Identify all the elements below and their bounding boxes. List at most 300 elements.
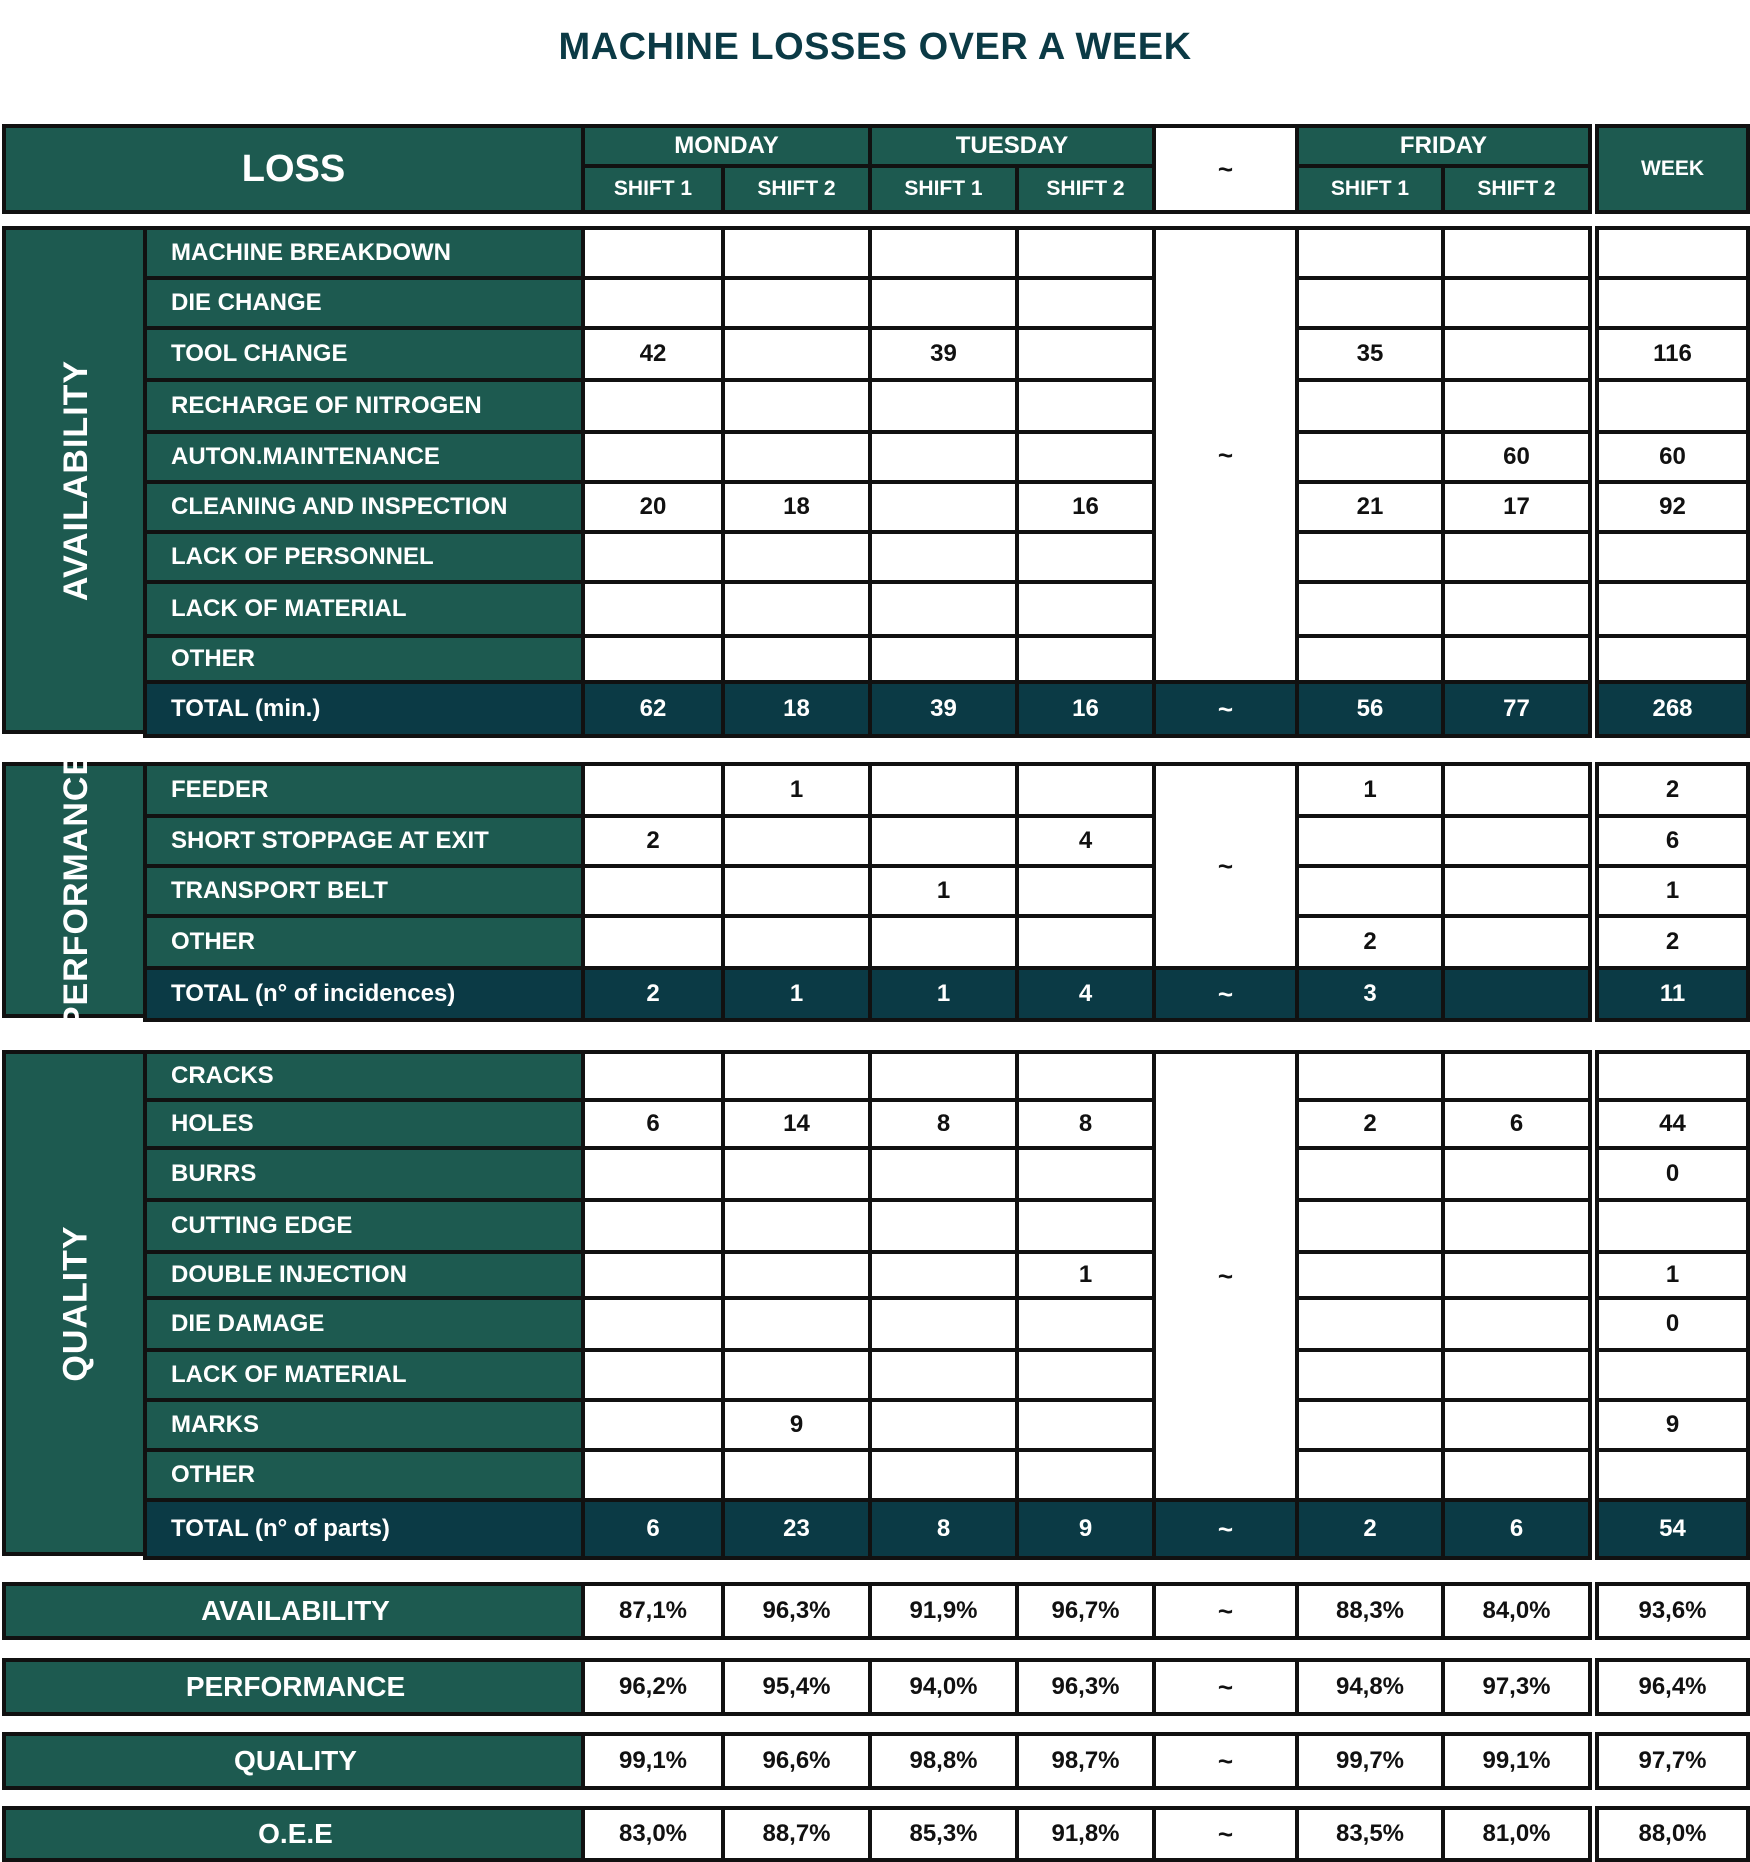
- value-cell: [581, 276, 725, 330]
- week-cell: [1595, 914, 1750, 970]
- value-cell-text: 6: [646, 1110, 660, 1137]
- summary-value-text: 98,8%: [909, 1747, 978, 1774]
- value-cell: [581, 1050, 725, 1102]
- value-cell: [721, 430, 872, 484]
- summary-value: [868, 1732, 1019, 1790]
- value-cell-text: 8: [936, 1110, 951, 1137]
- summary-value-text: 96,7%: [1051, 1597, 1120, 1624]
- loss-row-label-text: OTHER: [171, 1461, 255, 1488]
- summary-value-text: 83,5%: [1335, 1820, 1405, 1847]
- section-label-performance: [2, 751, 151, 1029]
- total-cell: [581, 1498, 725, 1560]
- loss-row-label: [143, 226, 589, 280]
- summary-value-text: 99,7%: [1335, 1747, 1405, 1774]
- section-availability-title: AVAILABILITY: [57, 359, 96, 601]
- value-cell-text: 2: [1363, 1110, 1377, 1137]
- value-cell-text: 14: [783, 1110, 810, 1137]
- summary-label-performance-text: PERFORMANCE: [185, 1671, 406, 1702]
- total-label-text: TOTAL (n° of parts): [171, 1515, 390, 1542]
- value-cell: [721, 814, 872, 868]
- value-cell: [1015, 530, 1156, 584]
- value-cell: [721, 1050, 872, 1102]
- day-header-friday-text: FRIDAY: [1399, 132, 1488, 159]
- summary-week-value: [1595, 1732, 1750, 1790]
- loss-row-label-text: BURRS: [171, 1160, 257, 1187]
- total-cell-text: 1: [789, 980, 804, 1007]
- total-label-text: TOTAL (min.): [171, 695, 321, 722]
- value-cell: [721, 1198, 872, 1254]
- week-cell-text: 2: [1665, 928, 1680, 955]
- value-cell: [581, 1448, 725, 1502]
- value-cell: [1295, 1348, 1445, 1402]
- value-cell: [1441, 1398, 1592, 1452]
- value-cell-text: 20: [639, 493, 667, 520]
- value-cell: [868, 580, 1019, 638]
- day-header-tuesday-text: TUESDAY: [955, 132, 1069, 159]
- value-cell: [1015, 634, 1156, 684]
- section-performance-title: PERFORMANCE: [57, 751, 95, 1029]
- loss-row-label-text: OTHER: [171, 928, 255, 955]
- page-title: MACHINE LOSSES OVER A WEEK: [558, 26, 1192, 68]
- week-cell: [1595, 1250, 1750, 1300]
- summary-value: [721, 1658, 872, 1716]
- total-cell-text: 3: [1363, 980, 1377, 1007]
- value-cell: [868, 1398, 1019, 1452]
- value-cell: [1015, 1348, 1156, 1402]
- summary-value: [581, 1658, 725, 1716]
- shift-header: [1295, 164, 1445, 214]
- shift-header-text: SHIFT 2: [757, 177, 836, 200]
- total-cell-text: 8: [936, 1515, 951, 1542]
- value-cell: [868, 430, 1019, 484]
- summary-label-availability: [2, 1582, 589, 1640]
- week-cell: [1595, 1348, 1750, 1402]
- value-cell: [1015, 1296, 1156, 1352]
- value-cell: [1295, 326, 1445, 382]
- value-cell: [721, 1398, 872, 1452]
- summary-value: [581, 1806, 725, 1862]
- value-cell: [868, 814, 1019, 868]
- summary-value-text: 99,1%: [1482, 1747, 1551, 1774]
- week-cell-text: 1: [1665, 877, 1680, 904]
- summary-label-availability-text: AVAILABILITY: [201, 1595, 390, 1626]
- value-cell: [1295, 1098, 1445, 1150]
- loss-row-label-text: CRACKS: [171, 1062, 274, 1089]
- summary-value: [1295, 1732, 1445, 1790]
- loss-row-label: [143, 634, 589, 684]
- summary-value: [1295, 1658, 1445, 1716]
- value-cell: [721, 1250, 872, 1300]
- value-cell-text: 6: [1509, 1110, 1524, 1137]
- week-total-cell: [1595, 966, 1750, 1022]
- day-header-monday-text: MONDAY: [674, 132, 779, 159]
- value-cell: [1441, 276, 1592, 330]
- value-cell: [868, 226, 1019, 280]
- value-cell: [581, 864, 725, 918]
- value-cell-text: 35: [1356, 340, 1384, 367]
- week-cell-text: 9: [1665, 1411, 1680, 1438]
- gap-cell-text: ~: [1217, 978, 1234, 1009]
- summary-value: [1015, 1806, 1156, 1862]
- week-cell: [1595, 226, 1750, 280]
- value-cell: [1015, 480, 1156, 534]
- week-cell-text: 0: [1665, 1160, 1680, 1187]
- total-cell-text: 39: [930, 695, 957, 722]
- loss-row-label-text: TRANSPORT BELT: [171, 877, 388, 904]
- shift-header-text: SHIFT 1: [904, 177, 983, 200]
- total-cell: [721, 1498, 872, 1560]
- week-cell: [1595, 1448, 1750, 1502]
- week-cell: [1595, 864, 1750, 918]
- value-cell-text: 1: [936, 877, 951, 904]
- value-cell: [1441, 914, 1592, 970]
- value-cell: [1015, 1398, 1156, 1452]
- week-cell: [1595, 1146, 1750, 1202]
- shift-header-text: SHIFT 1: [1330, 177, 1410, 200]
- loss-row-label-text: HOLES: [171, 1110, 254, 1137]
- total-label: [143, 1498, 589, 1560]
- week-cell: [1595, 762, 1750, 818]
- loss-header-text: LOSS: [241, 147, 346, 190]
- value-cell: [581, 1146, 725, 1202]
- week-cell: [1595, 1296, 1750, 1352]
- value-cell: [1441, 1348, 1592, 1402]
- value-cell: [1295, 1050, 1445, 1102]
- value-cell: [721, 378, 872, 434]
- summary-value-text: 81,0%: [1482, 1820, 1551, 1847]
- summary-value-text: 88,7%: [762, 1820, 831, 1847]
- value-cell: [1441, 580, 1592, 638]
- value-cell: [721, 1146, 872, 1202]
- value-cell: [581, 378, 725, 434]
- summary-value-text: 91,9%: [909, 1597, 978, 1624]
- section-label-availability: [2, 226, 151, 734]
- section-quality-title: QUALITY: [57, 1224, 95, 1382]
- week-cell: [1595, 276, 1750, 330]
- value-cell: [1015, 430, 1156, 484]
- value-cell: [1295, 1198, 1445, 1254]
- week-cell-text: 44: [1659, 1110, 1686, 1137]
- value-cell: [721, 914, 872, 970]
- total-cell: [868, 680, 1019, 738]
- week-cell-text: 60: [1659, 443, 1686, 470]
- total-cell: [1015, 1498, 1156, 1560]
- week-header-text: WEEK: [1641, 157, 1704, 180]
- value-cell: [581, 1348, 725, 1402]
- week-total-cell-text: 54: [1659, 1515, 1686, 1542]
- total-cell: [1441, 966, 1592, 1022]
- loss-row-label: [143, 1398, 589, 1452]
- value-cell: [581, 1198, 725, 1254]
- value-cell: [1295, 430, 1445, 484]
- loss-row-label-text: DIE CHANGE: [171, 289, 322, 316]
- summary-label-oee: [2, 1806, 589, 1862]
- summary-value-text: 97,3%: [1482, 1673, 1551, 1700]
- week-cell-text: 1: [1665, 1261, 1680, 1288]
- value-cell: [581, 814, 725, 868]
- gap-cell-text: ~: [1217, 1745, 1234, 1776]
- summary-week-value: [1595, 1658, 1750, 1716]
- summary-value: [721, 1732, 872, 1790]
- value-cell: [868, 1098, 1019, 1150]
- total-cell: [1015, 680, 1156, 738]
- shift-header-text: SHIFT 2: [1046, 177, 1125, 200]
- loss-row-label: [143, 914, 589, 970]
- gap-cell: [1152, 1732, 1299, 1790]
- value-cell: [581, 634, 725, 684]
- value-cell-text: 9: [789, 1411, 804, 1438]
- day-header-friday: [1295, 124, 1592, 168]
- value-cell-text: 16: [1072, 493, 1099, 520]
- loss-row-label-text: OTHER: [171, 645, 255, 672]
- loss-row-label: [143, 326, 589, 382]
- loss-row-label: [143, 1098, 589, 1150]
- loss-row-label: [143, 480, 589, 534]
- value-cell: [1015, 580, 1156, 638]
- total-cell: [868, 966, 1019, 1022]
- week-cell: [1595, 430, 1750, 484]
- gap-cell: [1152, 966, 1299, 1022]
- summary-week-value: [1595, 1582, 1750, 1640]
- loss-row-label-text: FEEDER: [171, 776, 269, 803]
- loss-row-label: [143, 864, 589, 918]
- gap-column: [1152, 226, 1299, 684]
- value-cell: [581, 326, 725, 382]
- summary-value-text: 87,1%: [618, 1597, 688, 1624]
- value-cell: [1015, 1050, 1156, 1102]
- loss-row-label-text: RECHARGE OF NITROGEN: [171, 392, 482, 419]
- gap-column-text: ~: [1217, 1260, 1234, 1291]
- value-cell: [581, 914, 725, 970]
- value-cell: [868, 480, 1019, 534]
- value-cell: [1295, 480, 1445, 534]
- summary-value: [868, 1582, 1019, 1640]
- value-cell: [721, 634, 872, 684]
- loss-row-label-text: TOOL CHANGE: [171, 340, 348, 367]
- value-cell: [721, 480, 872, 534]
- value-cell: [1295, 1398, 1445, 1452]
- value-cell: [1441, 762, 1592, 818]
- summary-value: [721, 1806, 872, 1862]
- gap-cell-text: ~: [1217, 1513, 1234, 1544]
- value-cell: [1295, 276, 1445, 330]
- shift-header: [1015, 164, 1156, 214]
- gap-column-text: ~: [1217, 850, 1234, 881]
- value-cell: [721, 276, 872, 330]
- total-cell: [721, 680, 872, 738]
- value-cell: [1015, 226, 1156, 280]
- gap-cell-text: ~: [1217, 1595, 1234, 1626]
- value-cell: [1015, 326, 1156, 382]
- summary-value: [1015, 1658, 1156, 1716]
- summary-value-text: 95,4%: [762, 1673, 831, 1700]
- loss-row-label-text: LACK OF PERSONNEL: [171, 543, 434, 570]
- week-cell-text: 6: [1665, 827, 1680, 854]
- value-cell: [1441, 1250, 1592, 1300]
- value-cell: [1441, 634, 1592, 684]
- total-cell: [721, 966, 872, 1022]
- value-cell: [868, 762, 1019, 818]
- summary-week-value-text: 93,6%: [1638, 1597, 1707, 1624]
- total-cell-text: 56: [1356, 695, 1384, 722]
- value-cell: [721, 1296, 872, 1352]
- summary-value-text: 84,0%: [1482, 1597, 1551, 1624]
- summary-value-text: 96,6%: [762, 1747, 831, 1774]
- total-cell: [1441, 680, 1592, 738]
- value-cell: [1015, 1198, 1156, 1254]
- loss-row-label: [143, 378, 589, 434]
- loss-row-label: [143, 1348, 589, 1402]
- summary-value: [1015, 1732, 1156, 1790]
- summary-label-performance: [2, 1658, 589, 1716]
- value-cell: [1441, 226, 1592, 280]
- shift-header-text: SHIFT 2: [1477, 177, 1556, 200]
- value-cell: [1441, 1146, 1592, 1202]
- total-cell: [1295, 1498, 1445, 1560]
- week-total-cell-text: 11: [1659, 980, 1686, 1007]
- value-cell: [721, 580, 872, 638]
- value-cell: [581, 226, 725, 280]
- total-cell-text: 77: [1503, 695, 1530, 722]
- value-cell: [721, 326, 872, 382]
- value-cell: [868, 378, 1019, 434]
- shift-header: [1441, 164, 1592, 214]
- value-cell-text: 8: [1078, 1110, 1093, 1137]
- loss-row-label: [143, 580, 589, 638]
- week-cell: [1595, 1198, 1750, 1254]
- value-cell: [1295, 1250, 1445, 1300]
- loss-row-label-text: DOUBLE INJECTION: [171, 1261, 408, 1288]
- gap-cell-text: ~: [1217, 693, 1234, 724]
- value-cell-text: 2: [646, 827, 660, 854]
- gap-cell: [1152, 1582, 1299, 1640]
- total-cell-text: 18: [783, 695, 810, 722]
- value-cell: [868, 276, 1019, 330]
- value-cell: [868, 326, 1019, 382]
- loss-header: [2, 124, 585, 214]
- summary-value-text: 96,3%: [1051, 1673, 1120, 1700]
- gap-cell-text: ~: [1217, 1818, 1234, 1849]
- value-cell: [1295, 634, 1445, 684]
- value-cell: [1295, 914, 1445, 970]
- value-cell: [1441, 480, 1592, 534]
- summary-value-text: 85,3%: [909, 1820, 978, 1847]
- value-cell: [581, 530, 725, 584]
- week-cell: [1595, 530, 1750, 584]
- loss-row-label-text: AUTON.MAINTENANCE: [171, 443, 440, 470]
- summary-value: [1441, 1732, 1592, 1790]
- value-cell: [1015, 814, 1156, 868]
- value-cell: [868, 1198, 1019, 1254]
- total-cell-text: 23: [783, 1515, 810, 1542]
- loss-row-label-text: MARKS: [171, 1411, 259, 1438]
- value-cell: [868, 530, 1019, 584]
- value-cell: [868, 1146, 1019, 1202]
- summary-value-text: 88,3%: [1335, 1597, 1405, 1624]
- gap-header: [1152, 124, 1299, 214]
- value-cell: [1441, 864, 1592, 918]
- value-cell: [1295, 226, 1445, 280]
- loss-row-label-text: CUTTING EDGE: [171, 1212, 353, 1239]
- summary-value: [1441, 1806, 1592, 1862]
- value-cell: [1441, 430, 1592, 484]
- loss-row-label: [143, 1448, 589, 1502]
- summary-value-text: 94,0%: [909, 1673, 978, 1700]
- value-cell-text: 4: [1078, 827, 1093, 854]
- value-cell: [868, 1448, 1019, 1502]
- summary-value: [1441, 1658, 1592, 1716]
- value-cell: [1015, 914, 1156, 970]
- value-cell-text: 39: [930, 340, 957, 367]
- week-total-cell: [1595, 1498, 1750, 1560]
- value-cell: [1441, 1448, 1592, 1502]
- value-cell: [721, 1098, 872, 1150]
- value-cell: [868, 864, 1019, 918]
- value-cell: [1015, 1146, 1156, 1202]
- summary-week-value: [1595, 1806, 1750, 1862]
- loss-row-label: [143, 430, 589, 484]
- total-cell: [1295, 966, 1445, 1022]
- week-cell: [1595, 814, 1750, 868]
- summary-value: [581, 1582, 725, 1640]
- value-cell: [581, 1250, 725, 1300]
- summary-value-text: 91,8%: [1051, 1820, 1120, 1847]
- value-cell: [1441, 378, 1592, 434]
- value-cell: [1295, 864, 1445, 918]
- summary-week-value-text: 97,7%: [1638, 1747, 1707, 1774]
- value-cell: [1295, 814, 1445, 868]
- value-cell: [1441, 1050, 1592, 1102]
- loss-row-label: [143, 762, 589, 818]
- value-cell-text: 2: [1363, 928, 1377, 955]
- loss-row-label-text: CLEANING AND INSPECTION: [171, 493, 508, 520]
- total-cell-text: 6: [1509, 1515, 1524, 1542]
- summary-value-text: 96,2%: [618, 1673, 688, 1700]
- week-cell: [1595, 1050, 1750, 1102]
- summary-value: [1015, 1582, 1156, 1640]
- gap-cell: [1152, 1806, 1299, 1862]
- shift-header: [581, 164, 725, 214]
- value-cell: [721, 530, 872, 584]
- value-cell: [1441, 1296, 1592, 1352]
- loss-row-label-text: LACK OF MATERIAL: [171, 595, 407, 622]
- total-label: [143, 680, 589, 738]
- value-cell: [721, 864, 872, 918]
- day-header-monday: [581, 124, 872, 168]
- value-cell-text: 21: [1356, 493, 1384, 520]
- value-cell: [1295, 378, 1445, 434]
- value-cell: [1295, 1146, 1445, 1202]
- value-cell: [1015, 762, 1156, 818]
- gap-column: [1152, 762, 1299, 970]
- value-cell: [581, 1098, 725, 1150]
- total-label-text: TOTAL (n° of incidences): [171, 980, 456, 1007]
- value-cell-text: 17: [1503, 493, 1530, 520]
- value-cell: [1441, 814, 1592, 868]
- loss-row-label: [143, 1050, 589, 1102]
- total-cell-text: 2: [1363, 1515, 1377, 1542]
- summary-value: [1441, 1582, 1592, 1640]
- value-cell: [1015, 276, 1156, 330]
- gap-column: [1152, 1050, 1299, 1502]
- summary-value: [1295, 1582, 1445, 1640]
- value-cell: [1015, 378, 1156, 434]
- total-cell: [1015, 966, 1156, 1022]
- value-cell: [581, 580, 725, 638]
- loss-row-label-text: SHORT STOPPAGE AT EXIT: [171, 827, 489, 854]
- value-cell: [721, 226, 872, 280]
- loss-row-label: [143, 1146, 589, 1202]
